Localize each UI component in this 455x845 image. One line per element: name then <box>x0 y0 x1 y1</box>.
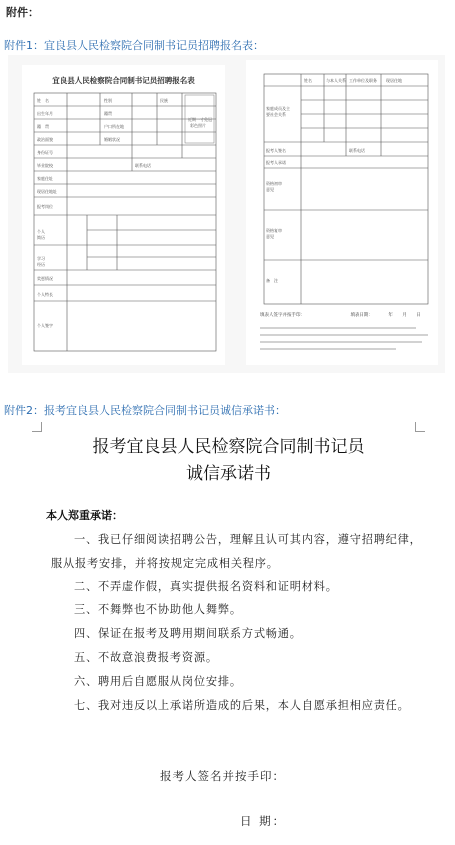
pledge-item-3: 三、不舞弊也不协助他人舞弊。 <box>74 603 242 616</box>
date-label: 日 期： <box>240 814 287 828</box>
svg-text:家庭住址: 家庭住址 <box>37 176 53 181</box>
svg-text:政治面貌: 政治面貌 <box>37 137 53 142</box>
integrity-pledge-document <box>36 424 421 845</box>
svg-text:工作单位及职务: 工作单位及职务 <box>349 78 377 83</box>
pledge-item-1-cont: 服从报考安排，并将按规定完成相关程序。 <box>51 557 279 570</box>
svg-text:户口所在地: 户口所在地 <box>104 124 124 129</box>
pledge-intro: 本人郑重承诺： <box>46 509 123 522</box>
page-corner-mark <box>32 422 42 432</box>
svg-text:简历: 简历 <box>37 235 45 240</box>
svg-text:与本人关系: 与本人关系 <box>326 78 346 83</box>
form-notes <box>246 322 438 362</box>
svg-text:备 注: 备 注 <box>266 278 278 283</box>
svg-text:资格初审: 资格初审 <box>266 181 282 186</box>
svg-text:现居住地址: 现居住地址 <box>37 189 57 194</box>
svg-text:家庭成员及主: 家庭成员及主 <box>266 106 290 111</box>
page-corner-mark <box>415 422 425 432</box>
svg-text:个人: 个人 <box>37 229 45 234</box>
svg-text:奖惩情况: 奖惩情况 <box>37 276 53 281</box>
svg-text:姓名: 姓名 <box>304 78 312 83</box>
form-title: 宜良县人民检察院合同制书记员招聘报名表 <box>52 76 195 85</box>
svg-text:毕业院校: 毕业院校 <box>37 163 53 168</box>
svg-text:身份证号: 身份证号 <box>37 150 53 155</box>
svg-text:报考岗位: 报考岗位 <box>37 204 53 209</box>
pledge-item-6: 六、聘用后自愿服从岗位安排。 <box>74 675 242 688</box>
svg-text:经历: 经历 <box>37 262 45 267</box>
svg-text:资格复审: 资格复审 <box>266 228 282 233</box>
svg-text:报考人签名: 报考人签名 <box>266 148 286 153</box>
form-page-right <box>246 60 438 365</box>
svg-text:彩色照片: 彩色照片 <box>190 123 206 128</box>
form-grid-right <box>246 60 438 365</box>
attachments-header: 附件： <box>6 6 39 19</box>
registration-form-image <box>8 55 445 373</box>
signature-label: 报考人签名并按手印： <box>160 769 285 783</box>
svg-text:性别: 性别 <box>104 98 112 103</box>
svg-text:联系电话: 联系电话 <box>135 163 151 168</box>
svg-text:婚姻状况: 婚姻状况 <box>104 137 120 142</box>
svg-text:出生年月: 出生年月 <box>37 111 53 116</box>
svg-text:联系电话: 联系电话 <box>349 148 365 153</box>
svg-text:意见: 意见 <box>266 187 274 192</box>
form-page-left <box>22 65 225 365</box>
pledge-item-4: 四、保证在报考及聘用期间联系方式畅通。 <box>74 627 302 640</box>
svg-text:籍贯: 籍贯 <box>104 111 112 116</box>
attachment2-caption: 附件2：报考宜良县人民检察院合同制书记员诚信承诺书： <box>4 404 286 417</box>
svg-text:现居住地: 现居住地 <box>386 78 402 83</box>
attachment1-caption: 附件1：宜良县人民检察院合同制书记员招聘报名表： <box>4 39 264 52</box>
svg-text:要社会关系: 要社会关系 <box>266 112 286 117</box>
svg-text:学习: 学习 <box>37 256 45 261</box>
pledge-item-1: 一、我已仔细阅读招聘公告，理解且认可其内容，遵守招聘纪律， <box>74 533 422 546</box>
form-signature-line: 填表人签字并按手印： 填表日期： 年 月 日 <box>260 313 421 318</box>
pledge-title-line1: 报考宜良县人民检察院合同制书记员 <box>92 437 365 457</box>
form-grid-left <box>22 65 225 365</box>
svg-text:个人签字: 个人签字 <box>37 323 53 328</box>
pledge-item-2: 二、不弄虚作假，真实提供报名资料和证明材料。 <box>74 580 338 593</box>
svg-text:意见: 意见 <box>266 234 274 239</box>
pledge-item-7: 七、我对违反以上承诺所造成的后果，本人自愿承担相应责任。 <box>74 699 410 712</box>
pledge-item-5: 五、不故意浪费报考资源。 <box>74 651 218 664</box>
svg-text:姓 名: 姓 名 <box>37 98 49 103</box>
svg-text:近期一寸免冠: 近期一寸免冠 <box>188 117 212 122</box>
svg-text:个人特长: 个人特长 <box>37 292 53 297</box>
svg-text:籍 贯: 籍 贯 <box>37 124 49 129</box>
svg-text:报考人承诺: 报考人承诺 <box>266 160 286 165</box>
svg-text:民族: 民族 <box>160 98 168 103</box>
pledge-title-line2: 诚信承诺书 <box>186 464 271 484</box>
